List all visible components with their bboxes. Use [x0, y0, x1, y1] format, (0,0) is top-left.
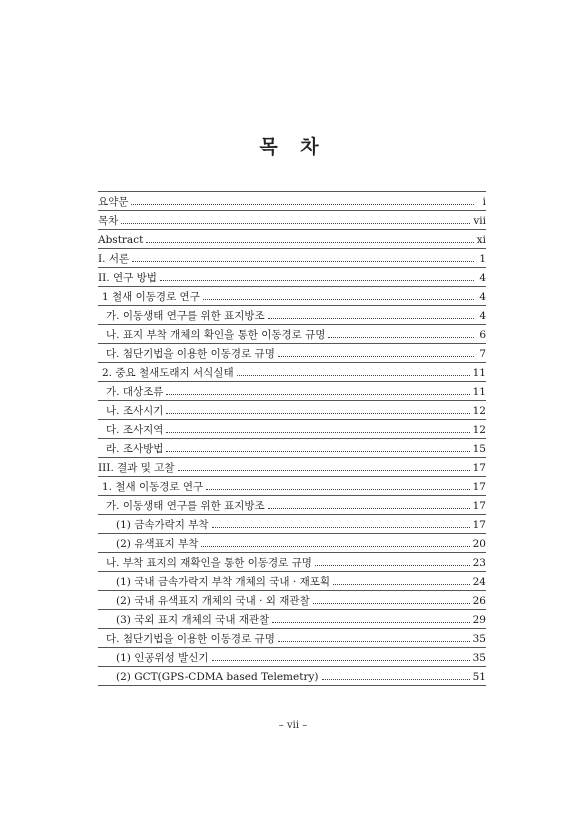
toc-entry[interactable] [98, 553, 486, 572]
toc-entry[interactable] [98, 477, 486, 496]
toc-entry[interactable] [98, 648, 486, 667]
dot-leader [278, 355, 474, 357]
toc-entry[interactable] [98, 629, 486, 648]
dot-leader [178, 469, 470, 471]
toc-entry[interactable] [98, 667, 486, 686]
dot-leader [315, 564, 470, 566]
toc-entry-page-number: 17 [472, 519, 486, 531]
toc-entry[interactable] [98, 325, 486, 344]
toc-entry-label: I. 서론 [98, 253, 130, 265]
toc-entry[interactable] [98, 458, 486, 477]
toc-entry-page-number: 4 [479, 310, 486, 322]
toc-entry-page-number: 24 [472, 576, 486, 588]
toc-entry-label: 목차 [98, 215, 119, 227]
toc-entry-page-number: 11 [472, 367, 486, 379]
dot-leader [206, 488, 469, 490]
toc-entry[interactable] [98, 515, 486, 534]
toc-entry-page-number: 4 [479, 291, 486, 303]
toc-entry-label: (2) GCT(GPS-CDMA based Telemetry) [116, 671, 319, 683]
toc-entry[interactable] [98, 363, 486, 382]
toc-entry[interactable] [98, 230, 486, 249]
toc-entry[interactable] [98, 496, 486, 515]
toc-entry[interactable] [98, 287, 486, 306]
toc-entry[interactable] [98, 268, 486, 287]
toc-entry-page-number: 6 [479, 329, 486, 341]
toc-entry-label: 나. 표지 부착 개체의 확인을 통한 이동경로 규명 [106, 329, 326, 341]
toc-entry[interactable] [98, 534, 486, 553]
dot-leader [212, 659, 470, 661]
toc-entry-page-number: 7 [479, 348, 486, 360]
toc-entry-page-number: 15 [472, 443, 486, 455]
dot-leader [166, 393, 469, 395]
toc-entry[interactable] [98, 610, 486, 629]
dot-leader [166, 450, 469, 452]
toc-entry-label: 가. 이동생태 연구를 위한 표지방조 [106, 310, 265, 322]
toc-entry[interactable] [98, 572, 486, 591]
page-number-footer: – vii – [278, 720, 308, 731]
toc-entry-label: 2. 중요 철새도래지 서식실태 [102, 367, 234, 379]
dot-leader [237, 374, 470, 376]
toc-entry[interactable] [98, 420, 486, 439]
toc-entry-label: 다. 첨단기법을 이용한 이동경로 규명 [106, 348, 275, 360]
dot-leader [121, 222, 470, 224]
toc-entry-label: 가. 대상조류 [106, 386, 164, 398]
toc-entry-label: (2) 유색표지 부착 [116, 538, 199, 550]
toc-entry[interactable] [98, 211, 486, 230]
toc-entry-label: (3) 국외 표지 개체의 국내 재관찰 [116, 614, 270, 626]
toc-entry-label: 나. 부착 표지의 재확인을 통한 이동경로 규명 [106, 557, 312, 569]
dot-leader [146, 241, 473, 243]
toc-entry-label: (1) 국내 금속가락지 부착 개체의 국내 · 재포획 [116, 576, 331, 588]
toc-entry-page-number: vii [473, 215, 486, 227]
toc-entry[interactable] [98, 591, 486, 610]
toc-entry[interactable] [98, 249, 486, 268]
dot-leader [268, 507, 470, 509]
toc-entry-label: 라. 조사방법 [106, 443, 164, 455]
toc-entry-page-number: 17 [472, 500, 486, 512]
toc-entry-label: 가. 이동생태 연구를 위한 표지방조 [106, 500, 265, 512]
table-of-contents [98, 191, 486, 686]
toc-entry-label: (1) 인공위성 발신기 [116, 652, 209, 664]
toc-entry-page-number: 12 [472, 405, 486, 417]
toc-entry-label: 다. 조사지역 [106, 424, 164, 436]
dot-leader [166, 431, 469, 433]
toc-entry-label: II. 연구 방법 [98, 272, 157, 284]
dot-leader [272, 621, 469, 623]
toc-entry-page-number: 17 [472, 481, 486, 493]
toc-entry[interactable] [98, 382, 486, 401]
toc-entry-page-number: 26 [472, 595, 486, 607]
toc-entry-page-number: 12 [472, 424, 486, 436]
dot-leader [322, 678, 470, 680]
dot-leader [166, 412, 469, 414]
dot-leader [278, 640, 470, 642]
toc-entry-page-number: 35 [472, 652, 486, 664]
toc-entry-label: 다. 첨단기법을 이용한 이동경로 규명 [106, 633, 275, 645]
toc-entry-label: 요약문 [98, 196, 129, 208]
toc-entry-label: 나. 조사시기 [106, 405, 164, 417]
toc-entry-label: 1. 철새 이동경로 연구 [102, 481, 204, 493]
toc-entry-label: (2) 국내 유색표지 개체의 국내 · 외 재관찰 [116, 595, 310, 607]
toc-entry[interactable] [98, 401, 486, 420]
dot-leader [313, 602, 470, 604]
toc-entry-page-number: 35 [472, 633, 486, 645]
toc-entry-page-number: 20 [472, 538, 486, 550]
dot-leader [201, 545, 469, 547]
dot-leader [268, 317, 474, 319]
toc-entry[interactable] [98, 439, 486, 458]
dot-leader [160, 279, 474, 281]
toc-entry-page-number: 17 [472, 462, 486, 474]
dot-leader [203, 298, 474, 300]
toc-entry-page-number: xi [476, 234, 486, 246]
toc-entry-label: III. 결과 및 고찰 [98, 462, 175, 474]
toc-entry-page-number: 11 [472, 386, 486, 398]
toc-entry-label: Abstract [98, 234, 144, 246]
toc-entry-page-number: 29 [472, 614, 486, 626]
toc-entry[interactable] [98, 344, 486, 363]
dot-leader [212, 526, 470, 528]
toc-entry[interactable] [98, 192, 486, 211]
toc-entry-page-number: 1 [479, 253, 486, 265]
toc-entry-label: 1 철새 이동경로 연구 [102, 291, 200, 303]
toc-entry-page-number: i [482, 196, 486, 208]
toc-entry-page-number: 51 [472, 671, 486, 683]
dot-leader [328, 336, 474, 338]
dot-leader [132, 260, 474, 262]
toc-entry-page-number: 4 [479, 272, 486, 284]
page-title: 목 차 [259, 136, 327, 158]
toc-entry[interactable] [98, 306, 486, 325]
dot-leader [333, 583, 470, 585]
toc-entry-label: (1) 금속가락지 부착 [116, 519, 209, 531]
toc-entry-page-number: 23 [472, 557, 486, 569]
dot-leader [131, 203, 474, 205]
